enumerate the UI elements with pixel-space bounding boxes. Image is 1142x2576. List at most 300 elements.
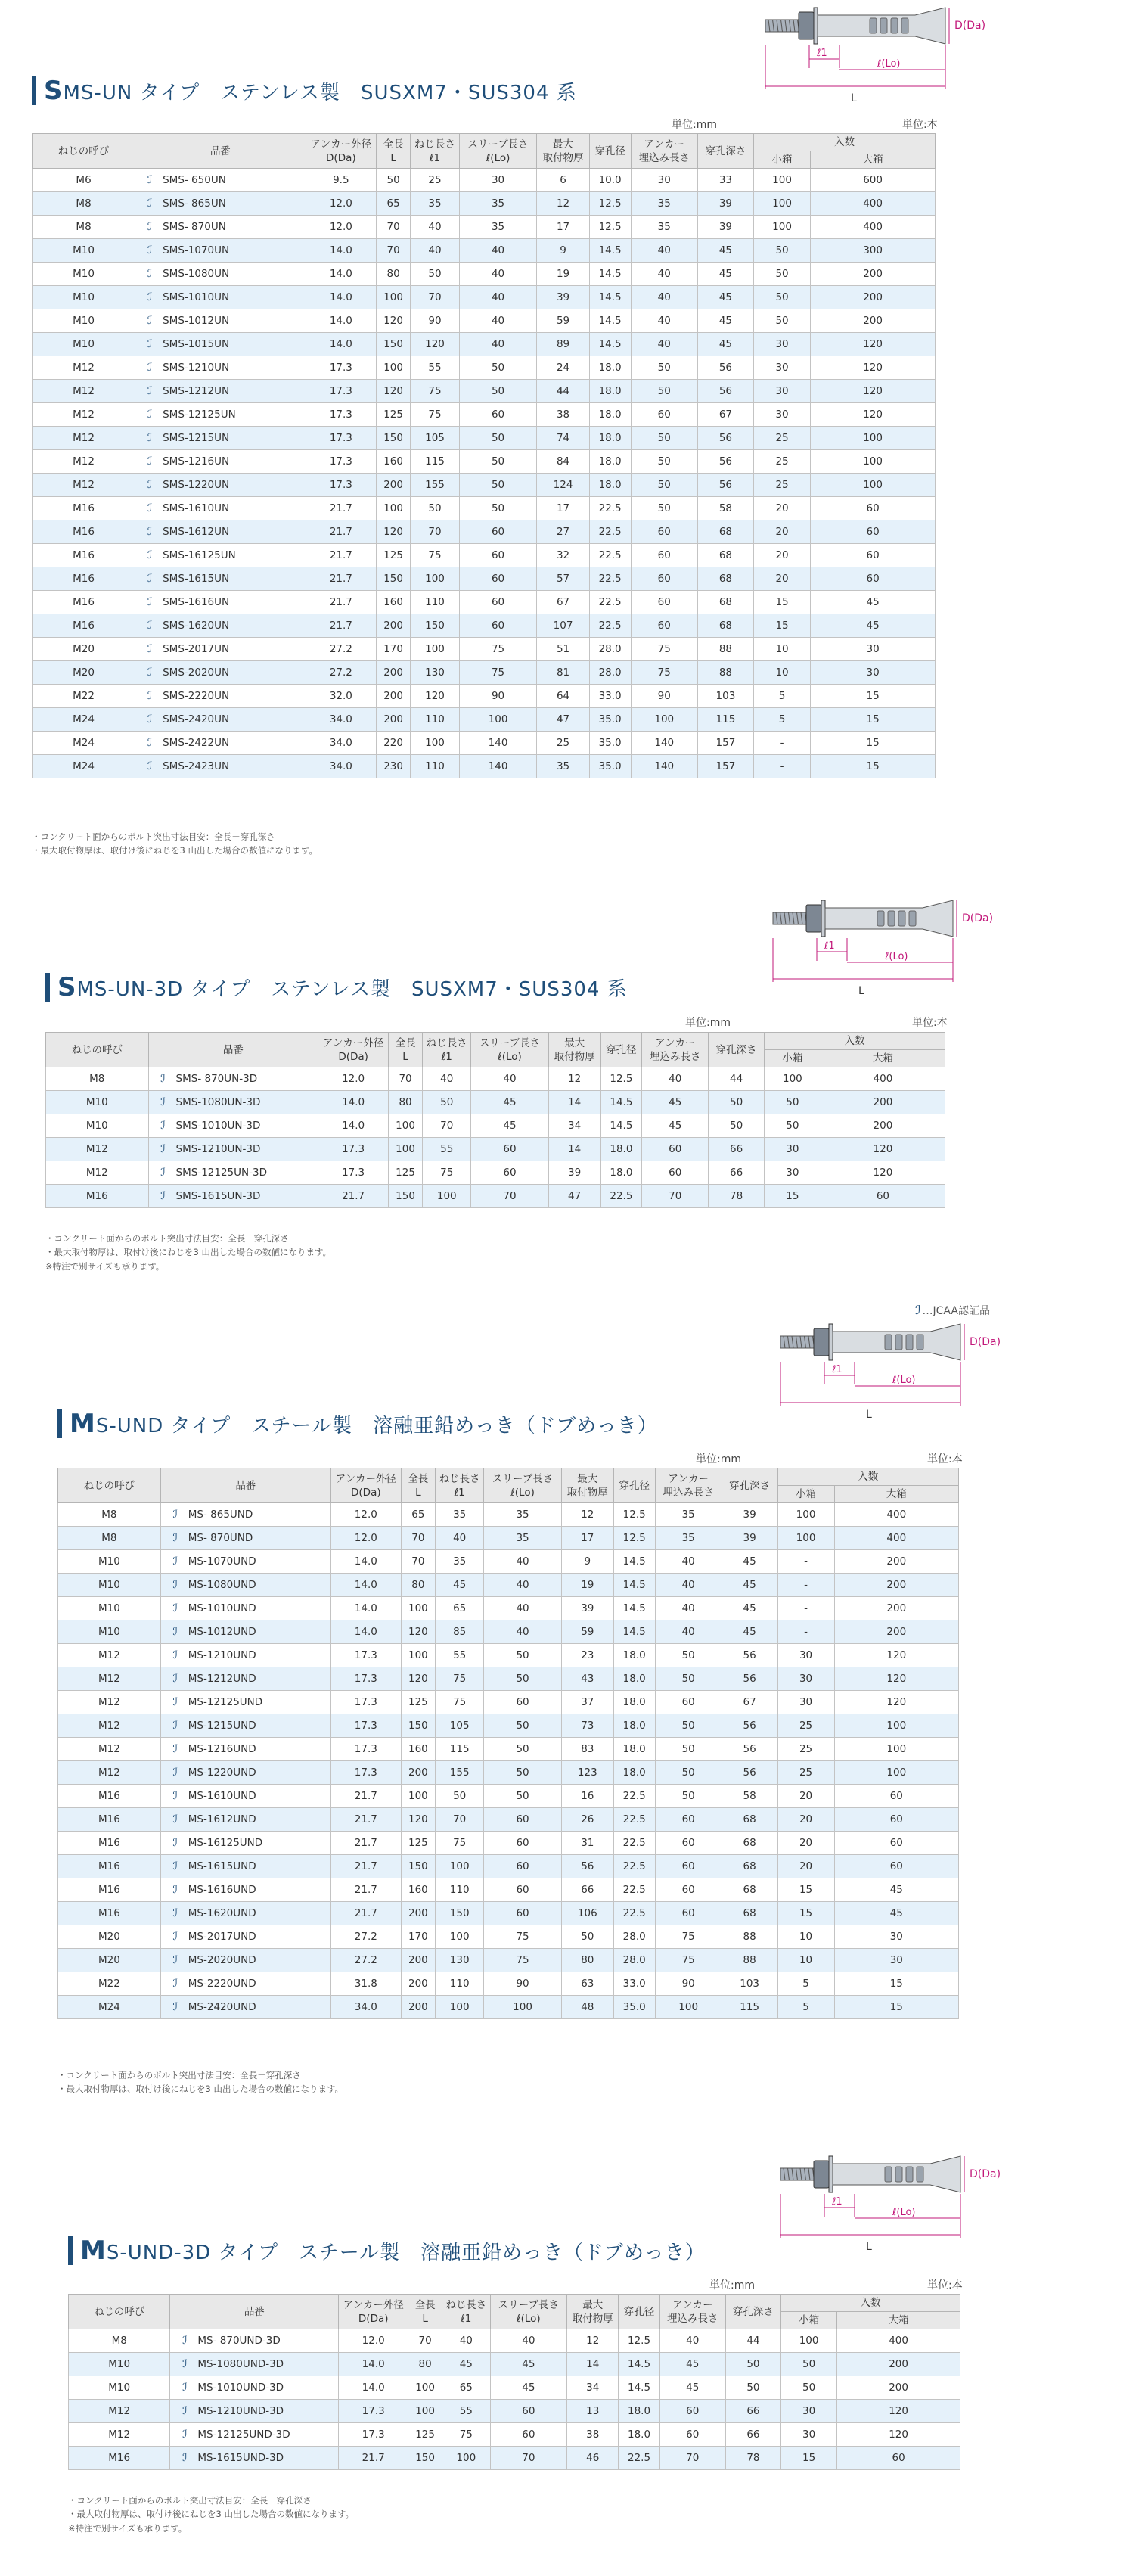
table-cell: 75 bbox=[442, 2423, 490, 2447]
table-cell bbox=[160, 1550, 330, 1574]
jcaa-mark-icon: ℐ bbox=[147, 643, 153, 656]
anchor-washer bbox=[829, 1324, 833, 1360]
table-cell: M16 bbox=[46, 1185, 149, 1208]
table-cell: - bbox=[777, 1550, 834, 1574]
table-cell: 5 bbox=[753, 685, 810, 708]
table-cell: 50 bbox=[459, 356, 537, 380]
table-cell: 21.7 bbox=[306, 497, 376, 520]
table-cell: 75 bbox=[655, 1949, 722, 1972]
header-outer-diameter bbox=[318, 1033, 389, 1067]
table-cell: 25 bbox=[537, 732, 589, 755]
table-cell: 17 bbox=[537, 216, 589, 239]
table-cell: 70 bbox=[401, 1527, 435, 1550]
table-cell: 20 bbox=[777, 1855, 834, 1878]
table-cell: 50 bbox=[484, 1667, 561, 1691]
table-cell: 123 bbox=[561, 1761, 613, 1785]
table-cell: 17.3 bbox=[330, 1714, 401, 1738]
jcaa-mark-icon: ℐ bbox=[172, 1767, 178, 1779]
table-cell: 33.0 bbox=[589, 685, 631, 708]
table-row bbox=[58, 1832, 959, 1855]
jcaa-mark-icon: ℐ bbox=[182, 2358, 188, 2371]
header-line: 最大 bbox=[582, 2298, 604, 2311]
table-cell: 10 bbox=[753, 638, 810, 661]
jcaa-mark-icon: ℐ bbox=[147, 291, 153, 304]
model-number: MS-1615UND bbox=[188, 1860, 256, 1873]
table-cell: 19 bbox=[561, 1574, 613, 1597]
header-model: 品番 bbox=[135, 134, 306, 169]
table-cell: 60 bbox=[655, 1878, 722, 1902]
table-cell: 28.0 bbox=[613, 1949, 655, 1972]
table-cell: 28.0 bbox=[613, 1925, 655, 1949]
table-row bbox=[58, 1972, 959, 1996]
header-line: ねじ長さ bbox=[445, 2298, 487, 2311]
table-cell: 30 bbox=[753, 333, 810, 356]
sleeve-slit bbox=[877, 911, 884, 926]
dimension-lo-label: ℓ(Lo) bbox=[892, 1375, 916, 1386]
table-row bbox=[33, 685, 936, 708]
header-sleeve-length bbox=[459, 134, 537, 169]
table-cell: M16 bbox=[58, 1878, 161, 1902]
table-cell: 39 bbox=[697, 192, 753, 216]
table-cell: 14.5 bbox=[600, 1114, 642, 1138]
table-cell: M8 bbox=[58, 1503, 161, 1527]
table-cell: 200 bbox=[837, 2376, 960, 2400]
header-line: D(Da) bbox=[338, 1050, 368, 1063]
table-cell: 5 bbox=[777, 1996, 834, 2019]
table-cell: 125 bbox=[401, 1691, 435, 1714]
table-cell: 130 bbox=[411, 661, 459, 685]
table-cell: M6 bbox=[33, 169, 135, 192]
table-row bbox=[69, 2400, 960, 2423]
table-cell bbox=[170, 2447, 339, 2470]
table-cell: 35 bbox=[459, 216, 537, 239]
table-cell bbox=[148, 1185, 318, 1208]
table-cell: 64 bbox=[537, 685, 589, 708]
table-cell: 12.0 bbox=[318, 1067, 389, 1091]
table-cell: 21.7 bbox=[330, 1832, 401, 1855]
table-cell: 58 bbox=[697, 497, 753, 520]
table-cell: 15 bbox=[780, 2447, 836, 2470]
table-cell: M10 bbox=[58, 1597, 161, 1620]
table-cell: 120 bbox=[821, 1161, 945, 1185]
table-cell: 75 bbox=[411, 403, 459, 427]
table-cell: 47 bbox=[548, 1185, 600, 1208]
model-number: SMS-1010UN-3D bbox=[175, 1120, 261, 1133]
table-cell: M12 bbox=[33, 380, 135, 403]
header-line: スリーブ長さ bbox=[492, 1472, 554, 1485]
table-cell: 30 bbox=[777, 1667, 834, 1691]
table-cell: 14.5 bbox=[619, 2376, 659, 2400]
table-row bbox=[58, 1761, 959, 1785]
header-large-box: 大箱 bbox=[837, 2312, 960, 2329]
jcaa-mark-icon: ℐ bbox=[172, 1931, 178, 1944]
jcaa-mark-icon: ℐ bbox=[147, 713, 153, 726]
table-cell: 130 bbox=[436, 1949, 484, 1972]
table-cell: 80 bbox=[388, 1091, 422, 1114]
dimension-d-label: D(Da) bbox=[962, 912, 994, 924]
jcaa-mark-icon: ℐ bbox=[147, 221, 153, 234]
model-number: MS-1210UND-3D bbox=[197, 2405, 284, 2418]
table-cell: 66 bbox=[709, 1161, 765, 1185]
header-line: 埋込み長さ bbox=[663, 1486, 714, 1499]
table-cell bbox=[160, 1761, 330, 1785]
dimension-d-label: D(Da) bbox=[954, 20, 986, 32]
table-cell: 100 bbox=[811, 450, 936, 474]
table-row bbox=[69, 2353, 960, 2376]
table-cell: M16 bbox=[33, 567, 135, 591]
header-line: ねじ長さ bbox=[414, 138, 455, 151]
table-row bbox=[33, 380, 936, 403]
table-cell: M12 bbox=[58, 1644, 161, 1667]
table-cell: 45 bbox=[697, 309, 753, 333]
table-cell: 400 bbox=[821, 1067, 945, 1091]
table-cell: 50 bbox=[655, 1644, 722, 1667]
header-sleeve-length bbox=[471, 1033, 548, 1067]
table-cell: 200 bbox=[401, 1972, 435, 1996]
model-number: SMS-1215UN bbox=[163, 432, 230, 445]
table-cell: 83 bbox=[561, 1738, 613, 1761]
table-cell: 35 bbox=[655, 1503, 722, 1527]
unit-pc-4: 単位:本 bbox=[927, 2279, 963, 2292]
table-cell: 150 bbox=[401, 1714, 435, 1738]
section-title-3: MS-UND タイプ スチール製 溶融亜鉛めっき（ドブめっき） bbox=[57, 1409, 658, 1439]
table-cell: 40 bbox=[655, 1550, 722, 1574]
table-cell: 12.5 bbox=[589, 216, 631, 239]
table-cell bbox=[135, 333, 306, 356]
jcaa-mark-icon: ℐ bbox=[147, 455, 153, 468]
table-cell: 200 bbox=[401, 1761, 435, 1785]
table-cell: 12.0 bbox=[306, 192, 376, 216]
table-cell: 40 bbox=[631, 333, 697, 356]
table-cell: 120 bbox=[401, 1620, 435, 1644]
jcaa-mark-icon: ℐ bbox=[172, 1673, 178, 1686]
table-cell: 34.0 bbox=[306, 755, 376, 778]
table-cell: 35 bbox=[655, 1527, 722, 1550]
model-number: MS-1080UND-3D bbox=[197, 2358, 284, 2371]
table-cell: 34 bbox=[548, 1114, 600, 1138]
model-number: MS-2420UND bbox=[188, 2001, 256, 2014]
unit-pc-3: 単位:本 bbox=[927, 1453, 963, 1465]
table-cell: M8 bbox=[69, 2329, 170, 2353]
table-cell: 31 bbox=[561, 1832, 613, 1855]
table-cell: 50 bbox=[655, 1714, 722, 1738]
table-cell: M12 bbox=[58, 1761, 161, 1785]
anchor-drawing bbox=[771, 2149, 1021, 2262]
table-cell: 45 bbox=[471, 1091, 548, 1114]
table-cell bbox=[135, 708, 306, 732]
table-cell: 160 bbox=[376, 450, 410, 474]
table-cell: M16 bbox=[33, 591, 135, 614]
table-cell: M12 bbox=[33, 356, 135, 380]
table-cell: 80 bbox=[401, 1574, 435, 1597]
sleeve-slit bbox=[906, 1335, 913, 1350]
header-screw-length bbox=[442, 2295, 490, 2329]
jcaa-mark-icon: ℐ bbox=[147, 174, 153, 187]
table-cell: 125 bbox=[401, 1832, 435, 1855]
jcaa-mark-icon: ℐ bbox=[172, 1743, 178, 1756]
table-cell: 40 bbox=[631, 263, 697, 286]
table-cell: 10 bbox=[753, 661, 810, 685]
table-cell: 30 bbox=[459, 169, 537, 192]
table-cell: 100 bbox=[401, 1644, 435, 1667]
sleeve-slit bbox=[917, 2167, 923, 2182]
table-cell: 110 bbox=[436, 1878, 484, 1902]
table-cell: 68 bbox=[697, 544, 753, 567]
table-cell: 50 bbox=[484, 1761, 561, 1785]
header-max-thickness bbox=[567, 2295, 619, 2329]
spec-table-2 bbox=[45, 1032, 945, 1208]
table-cell: 75 bbox=[631, 661, 697, 685]
table-cell: 107 bbox=[537, 614, 589, 638]
table-cell: 110 bbox=[411, 755, 459, 778]
table-cell bbox=[148, 1114, 318, 1138]
table-row bbox=[33, 309, 936, 333]
table-row bbox=[58, 1550, 959, 1574]
header-thread: ねじの呼び bbox=[69, 2295, 170, 2329]
table-cell bbox=[160, 1667, 330, 1691]
table-cell: 100 bbox=[408, 2400, 442, 2423]
anchor-washer bbox=[821, 900, 825, 937]
table-cell: 22.5 bbox=[589, 591, 631, 614]
header-line: 取付物厚 bbox=[542, 151, 584, 164]
table-cell: 120 bbox=[411, 685, 459, 708]
table-row bbox=[33, 450, 936, 474]
table-cell: 60 bbox=[484, 1902, 561, 1925]
sleeve-slit bbox=[870, 18, 877, 33]
table-cell: 70 bbox=[376, 216, 410, 239]
table-row bbox=[46, 1138, 945, 1161]
table-cell bbox=[135, 403, 306, 427]
table-cell: 35 bbox=[436, 1550, 484, 1574]
table-cell: 40 bbox=[631, 286, 697, 309]
table-cell: 12.5 bbox=[600, 1067, 642, 1091]
table-cell bbox=[160, 1949, 330, 1972]
table-row bbox=[33, 263, 936, 286]
model-number: MS-1010UND bbox=[188, 1602, 256, 1615]
table-row bbox=[33, 356, 936, 380]
header-model: 品番 bbox=[148, 1033, 318, 1067]
table-row bbox=[58, 1738, 959, 1761]
table-cell: 50 bbox=[753, 286, 810, 309]
anchor-nut bbox=[814, 1328, 829, 1356]
table-cell: 59 bbox=[561, 1620, 613, 1644]
table-cell bbox=[135, 286, 306, 309]
jcaa-mark-icon: ℐ bbox=[147, 620, 153, 632]
table-cell: 17.3 bbox=[306, 427, 376, 450]
table-cell: 67 bbox=[722, 1691, 777, 1714]
table-cell: 125 bbox=[376, 544, 410, 567]
jcaa-mark-icon: ℐ bbox=[147, 315, 153, 328]
table-cell: 31.8 bbox=[330, 1972, 401, 1996]
table-cell bbox=[160, 1644, 330, 1667]
table-cell: 88 bbox=[722, 1925, 777, 1949]
table-row bbox=[58, 1691, 959, 1714]
header-line: 全長 bbox=[395, 1036, 416, 1049]
table-cell: 100 bbox=[631, 708, 697, 732]
sleeve-slit bbox=[917, 1335, 923, 1350]
table-row bbox=[33, 427, 936, 450]
jcaa-mark-icon: ℐ bbox=[172, 1626, 178, 1639]
table-cell: 5 bbox=[777, 1972, 834, 1996]
anchor-drawing bbox=[764, 893, 1013, 1006]
table-cell: 57 bbox=[537, 567, 589, 591]
model-number: MS-12125UND bbox=[188, 1696, 263, 1709]
model-number: SMS-12125UN bbox=[163, 409, 236, 421]
sleeve-slit bbox=[895, 2167, 902, 2182]
table-cell: 88 bbox=[697, 661, 753, 685]
table-cell bbox=[160, 1714, 330, 1738]
table-cell: 120 bbox=[834, 1691, 958, 1714]
table-cell: 60 bbox=[471, 1138, 548, 1161]
header-embed-depth bbox=[659, 2295, 725, 2329]
table-cell: 50 bbox=[459, 380, 537, 403]
table-cell: 100 bbox=[408, 2376, 442, 2400]
unit-mm-2: 単位:mm bbox=[685, 1017, 731, 1029]
table-cell: 60 bbox=[834, 1785, 958, 1808]
table-cell bbox=[135, 239, 306, 263]
table-cell: 100 bbox=[655, 1996, 722, 2019]
table-cell: 60 bbox=[811, 544, 936, 567]
header-max-thickness bbox=[548, 1033, 600, 1067]
header-quantity: 入数 bbox=[777, 1468, 958, 1486]
model-number: MS-1010UND-3D bbox=[197, 2382, 284, 2394]
table-cell: 56 bbox=[697, 356, 753, 380]
section-title-2: SMS-UN-3D タイプ ステンレス製 SUSXM7・SUS304 系 bbox=[45, 972, 628, 1002]
table-cell: 37 bbox=[561, 1691, 613, 1714]
table-row bbox=[58, 1949, 959, 1972]
table-cell: 18.0 bbox=[600, 1161, 642, 1185]
table-cell: - bbox=[753, 755, 810, 778]
table-cell: 58 bbox=[722, 1785, 777, 1808]
header-thread: ねじの呼び bbox=[46, 1033, 149, 1067]
table-cell bbox=[148, 1091, 318, 1114]
dimension-l1-label: ℓ1 bbox=[832, 1364, 843, 1375]
header-outer-diameter bbox=[330, 1468, 401, 1503]
table-row bbox=[33, 638, 936, 661]
table-row bbox=[33, 497, 936, 520]
table-cell: 40 bbox=[459, 286, 537, 309]
table-cell: 120 bbox=[811, 333, 936, 356]
table-cell: 12.0 bbox=[330, 1503, 401, 1527]
table-cell: 50 bbox=[655, 1667, 722, 1691]
table-cell: 120 bbox=[834, 1667, 958, 1691]
notes-3 bbox=[57, 2068, 343, 2096]
table-cell: 50 bbox=[753, 309, 810, 333]
table-row bbox=[46, 1185, 945, 1208]
header-line: 埋込み長さ bbox=[666, 2312, 718, 2325]
unit-mm-4: 単位:mm bbox=[709, 2279, 755, 2292]
table-cell: 100 bbox=[388, 1114, 422, 1138]
table-cell: - bbox=[777, 1620, 834, 1644]
anchor-nut bbox=[799, 12, 814, 39]
table-cell: 12 bbox=[537, 192, 589, 216]
jcaa-mark-icon: ℐ bbox=[172, 2001, 178, 2014]
table-cell: 50 bbox=[725, 2353, 780, 2376]
table-cell: 60 bbox=[642, 1161, 709, 1185]
table-row bbox=[46, 1114, 945, 1138]
jcaa-mark-icon: ℐ bbox=[915, 1303, 921, 1317]
jcaa-mark-icon: ℐ bbox=[160, 1096, 166, 1109]
header-line: アンカー bbox=[672, 2298, 713, 2311]
anchor-drawing bbox=[771, 1316, 1021, 1430]
header-line: ℓ(Lo) bbox=[510, 1486, 535, 1499]
unit-pc-1: 単位:本 bbox=[902, 119, 938, 131]
table-cell: 50 bbox=[411, 497, 459, 520]
note-line: ・コンクリート面からのボルト突出寸法目安：全長－穿孔深さ bbox=[68, 2495, 312, 2506]
header-screw-length bbox=[436, 1468, 484, 1503]
table-row bbox=[58, 1714, 959, 1738]
table-cell bbox=[135, 192, 306, 216]
table-cell: 56 bbox=[697, 380, 753, 403]
table-cell: 100 bbox=[753, 216, 810, 239]
table-cell: 150 bbox=[408, 2447, 442, 2470]
table-cell: 12.5 bbox=[613, 1503, 655, 1527]
table-cell: 50 bbox=[764, 1091, 821, 1114]
model-number: SMS-1210UN bbox=[163, 362, 230, 374]
table-cell: 35 bbox=[436, 1503, 484, 1527]
anchor-nut bbox=[814, 2161, 829, 2188]
table-cell bbox=[135, 427, 306, 450]
model-number: SMS-2020UN bbox=[163, 667, 230, 679]
table-cell: M12 bbox=[69, 2423, 170, 2447]
jcaa-mark-icon: ℐ bbox=[160, 1167, 166, 1179]
table-cell: 50 bbox=[484, 1644, 561, 1667]
table-cell: 50 bbox=[631, 356, 697, 380]
table-cell: M10 bbox=[33, 239, 135, 263]
table-cell: 60 bbox=[484, 1832, 561, 1855]
jcaa-mark-icon: ℐ bbox=[147, 596, 153, 609]
table-cell: 18.0 bbox=[613, 1691, 655, 1714]
table-cell bbox=[160, 1503, 330, 1527]
table-cell: 78 bbox=[725, 2447, 780, 2470]
jcaa-mark-icon: ℐ bbox=[182, 2428, 188, 2441]
table-cell: M20 bbox=[33, 661, 135, 685]
table-cell: 50 bbox=[655, 1738, 722, 1761]
table-cell: 60 bbox=[459, 403, 537, 427]
jcaa-mark-icon: ℐ bbox=[172, 1532, 178, 1545]
table-row bbox=[33, 216, 936, 239]
anchor-diagram-2 bbox=[764, 893, 1013, 1009]
anchor-washer bbox=[829, 2156, 833, 2192]
table-cell: 75 bbox=[655, 1925, 722, 1949]
jcaa-mark-icon: ℐ bbox=[147, 432, 153, 445]
table-cell: 65 bbox=[442, 2376, 490, 2400]
table-cell: 15 bbox=[834, 1996, 958, 2019]
table-cell: 140 bbox=[631, 732, 697, 755]
jcaa-mark-icon: ℐ bbox=[147, 479, 153, 492]
table-cell: 45 bbox=[436, 1574, 484, 1597]
table-cell: 45 bbox=[722, 1574, 777, 1597]
table-cell: 17.3 bbox=[330, 1667, 401, 1691]
model-number: SMS-1210UN-3D bbox=[175, 1143, 261, 1156]
table-cell: 160 bbox=[401, 1878, 435, 1902]
model-number: MS- 870UND-3D bbox=[197, 2335, 281, 2348]
model-number: MS-1070UND bbox=[188, 1555, 256, 1568]
note-line: ・コンクリート面からのボルト突出寸法目安：全長－穿孔深さ bbox=[32, 831, 275, 842]
header-thread: ねじの呼び bbox=[33, 134, 135, 169]
header-outer-diameter bbox=[339, 2295, 408, 2329]
table-cell: 45 bbox=[811, 591, 936, 614]
model-number: MS- 865UND bbox=[188, 1509, 253, 1521]
sleeve-slit bbox=[891, 18, 898, 33]
table-cell: 50 bbox=[753, 239, 810, 263]
table-row bbox=[33, 708, 936, 732]
table-cell: 14.5 bbox=[589, 333, 631, 356]
table-cell: 155 bbox=[436, 1761, 484, 1785]
table-cell: 100 bbox=[442, 2447, 490, 2470]
table-cell: 60 bbox=[655, 1691, 722, 1714]
table-cell: 9.5 bbox=[306, 169, 376, 192]
